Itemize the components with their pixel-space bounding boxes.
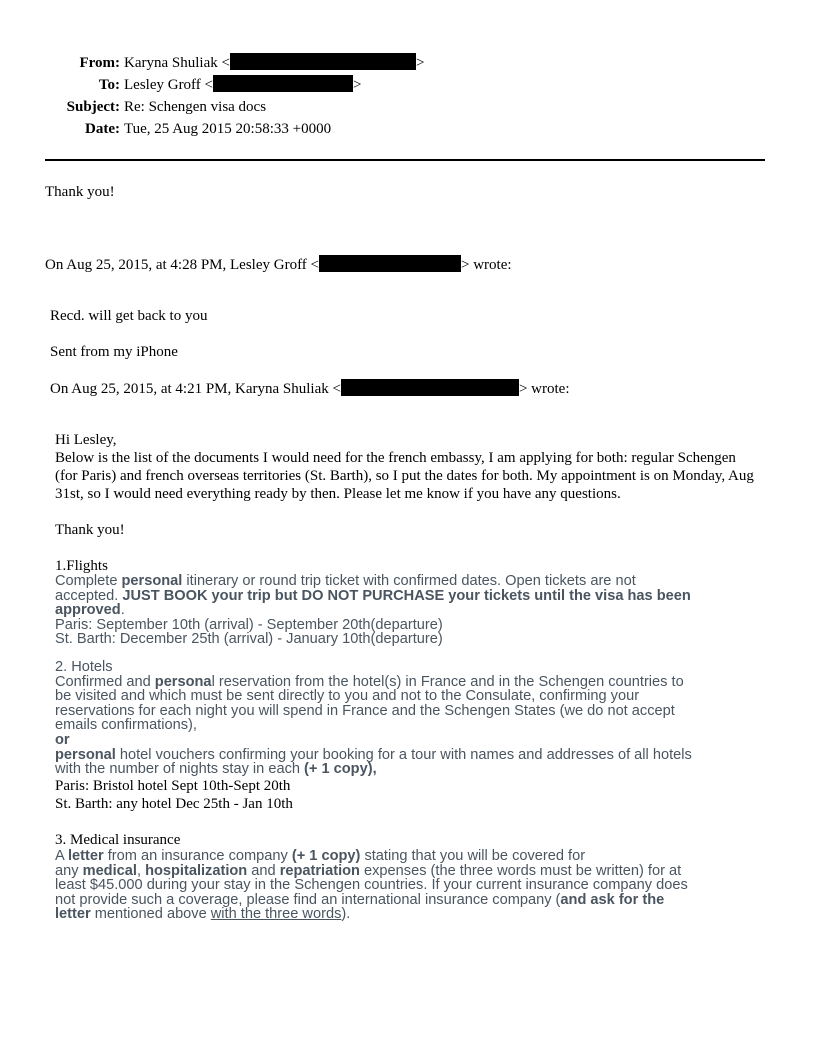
subject-value: Re: Schengen visa docs bbox=[124, 99, 267, 115]
to-label: To: bbox=[98, 77, 120, 93]
flights-heading: 1.Flights bbox=[55, 558, 108, 574]
hotels-line: emails confirmations), bbox=[55, 717, 197, 734]
from-value: Karyna Shuliak < > bbox=[124, 55, 425, 71]
to-value: Lesley Groff < > bbox=[124, 77, 362, 93]
flights-stbarth: St. Barth: December 25th (arrival) - January 10th(departure) bbox=[55, 631, 443, 648]
hotels-heading: 2. Hotels bbox=[55, 659, 113, 675]
flights-line: approved. bbox=[55, 602, 125, 619]
hotels-or: or bbox=[55, 731, 70, 748]
date-value: Tue, 25 Aug 2015 20:58:33 +0000 bbox=[124, 121, 332, 137]
quote1-attribution: On Aug 25, 2015, at 4:28 PM, Lesley Groff < > wrote: bbox=[45, 257, 512, 273]
hotels-stbarth: St. Barth: any hotel Dec 25th - Jan 10th bbox=[55, 796, 293, 812]
greeting: Hi Lesley, bbox=[55, 432, 117, 448]
date-label: Date: bbox=[85, 121, 120, 137]
insurance-line: A letter from an insurance company (+ 1 copy) stating that you will be covered for bbox=[55, 848, 586, 864]
redacted-email bbox=[319, 255, 461, 272]
insurance-line: letter mentioned above with the three words). bbox=[55, 906, 351, 923]
hotels-line: Confirmed and personal reservation from the hotel(s) in France and in the Schengen countries to bbox=[55, 673, 684, 690]
header-divider bbox=[45, 159, 765, 161]
insurance-section bbox=[55, 849, 760, 922]
flights-line: accepted. JUST BOOK your trip but DO NOT PURCHASE your tickets until the visa has been bbox=[55, 587, 691, 604]
quote1-line1: Recd. will get back to you bbox=[50, 308, 208, 324]
subject-label: Subject: bbox=[66, 99, 120, 115]
from-row bbox=[0, 52, 760, 74]
from-label: From: bbox=[79, 55, 120, 71]
redacted-email bbox=[341, 379, 519, 396]
hotels-line: with the number of nights stay in each (+ 1 copy), bbox=[55, 761, 377, 778]
quote1-line2: Sent from my iPhone bbox=[50, 344, 178, 360]
flights-line: Complete personal itinerary or round trip ticket with confirmed dates. Open tickets are not bbox=[55, 573, 636, 589]
hotels-line: personal hotel vouchers confirming your booking for a tour with names and addresses of all hotels bbox=[55, 746, 692, 763]
redacted-email bbox=[213, 75, 353, 92]
flights-section bbox=[55, 574, 760, 647]
hotels-paris: Paris: Bristol hotel Sept 10th-Sept 20th bbox=[55, 778, 291, 794]
date-row bbox=[0, 118, 760, 140]
insurance-line: least $45.000 during your stay in the Schengen countries. If your current insurance company does bbox=[55, 877, 688, 894]
hotels-line: reservations for each night you will spend in France and the Schengen States (we do not accept bbox=[55, 702, 675, 719]
subject-row bbox=[0, 96, 760, 118]
quote2-attribution: On Aug 25, 2015, at 4:21 PM, Karyna Shuliak < > wrote: bbox=[50, 381, 570, 397]
reply-text: Thank you! bbox=[45, 184, 115, 200]
intro-paragraph: Below is the list of the documents I would need for the french embassy, I am applying for both: regular Schengen (for Paris) and french overseas territories (St. Barth), so I put the dates for both. My appointment is on Monday, Aug 31st, so I would need everything ready by then. Please let me know if you have any questions. bbox=[55, 450, 754, 502]
flights-paris: Paris: September 10th (arrival) - September 20th(departure) bbox=[55, 616, 443, 633]
intro-thanks: Thank you! bbox=[55, 522, 125, 538]
hotels-line: be visited and which must be sent directly to you and not to the Consulate, confirming your bbox=[55, 688, 640, 705]
hotels-section bbox=[55, 660, 760, 777]
insurance-line: any medical, hospitalization and repatriation expenses (the three words must be written) for at bbox=[55, 862, 682, 879]
to-row bbox=[0, 74, 760, 96]
insurance-heading: 3. Medical insurance bbox=[55, 832, 181, 848]
insurance-line: not provide such a coverage, please find an international insurance company (and ask for the bbox=[55, 891, 665, 908]
redacted-email bbox=[230, 53, 416, 70]
